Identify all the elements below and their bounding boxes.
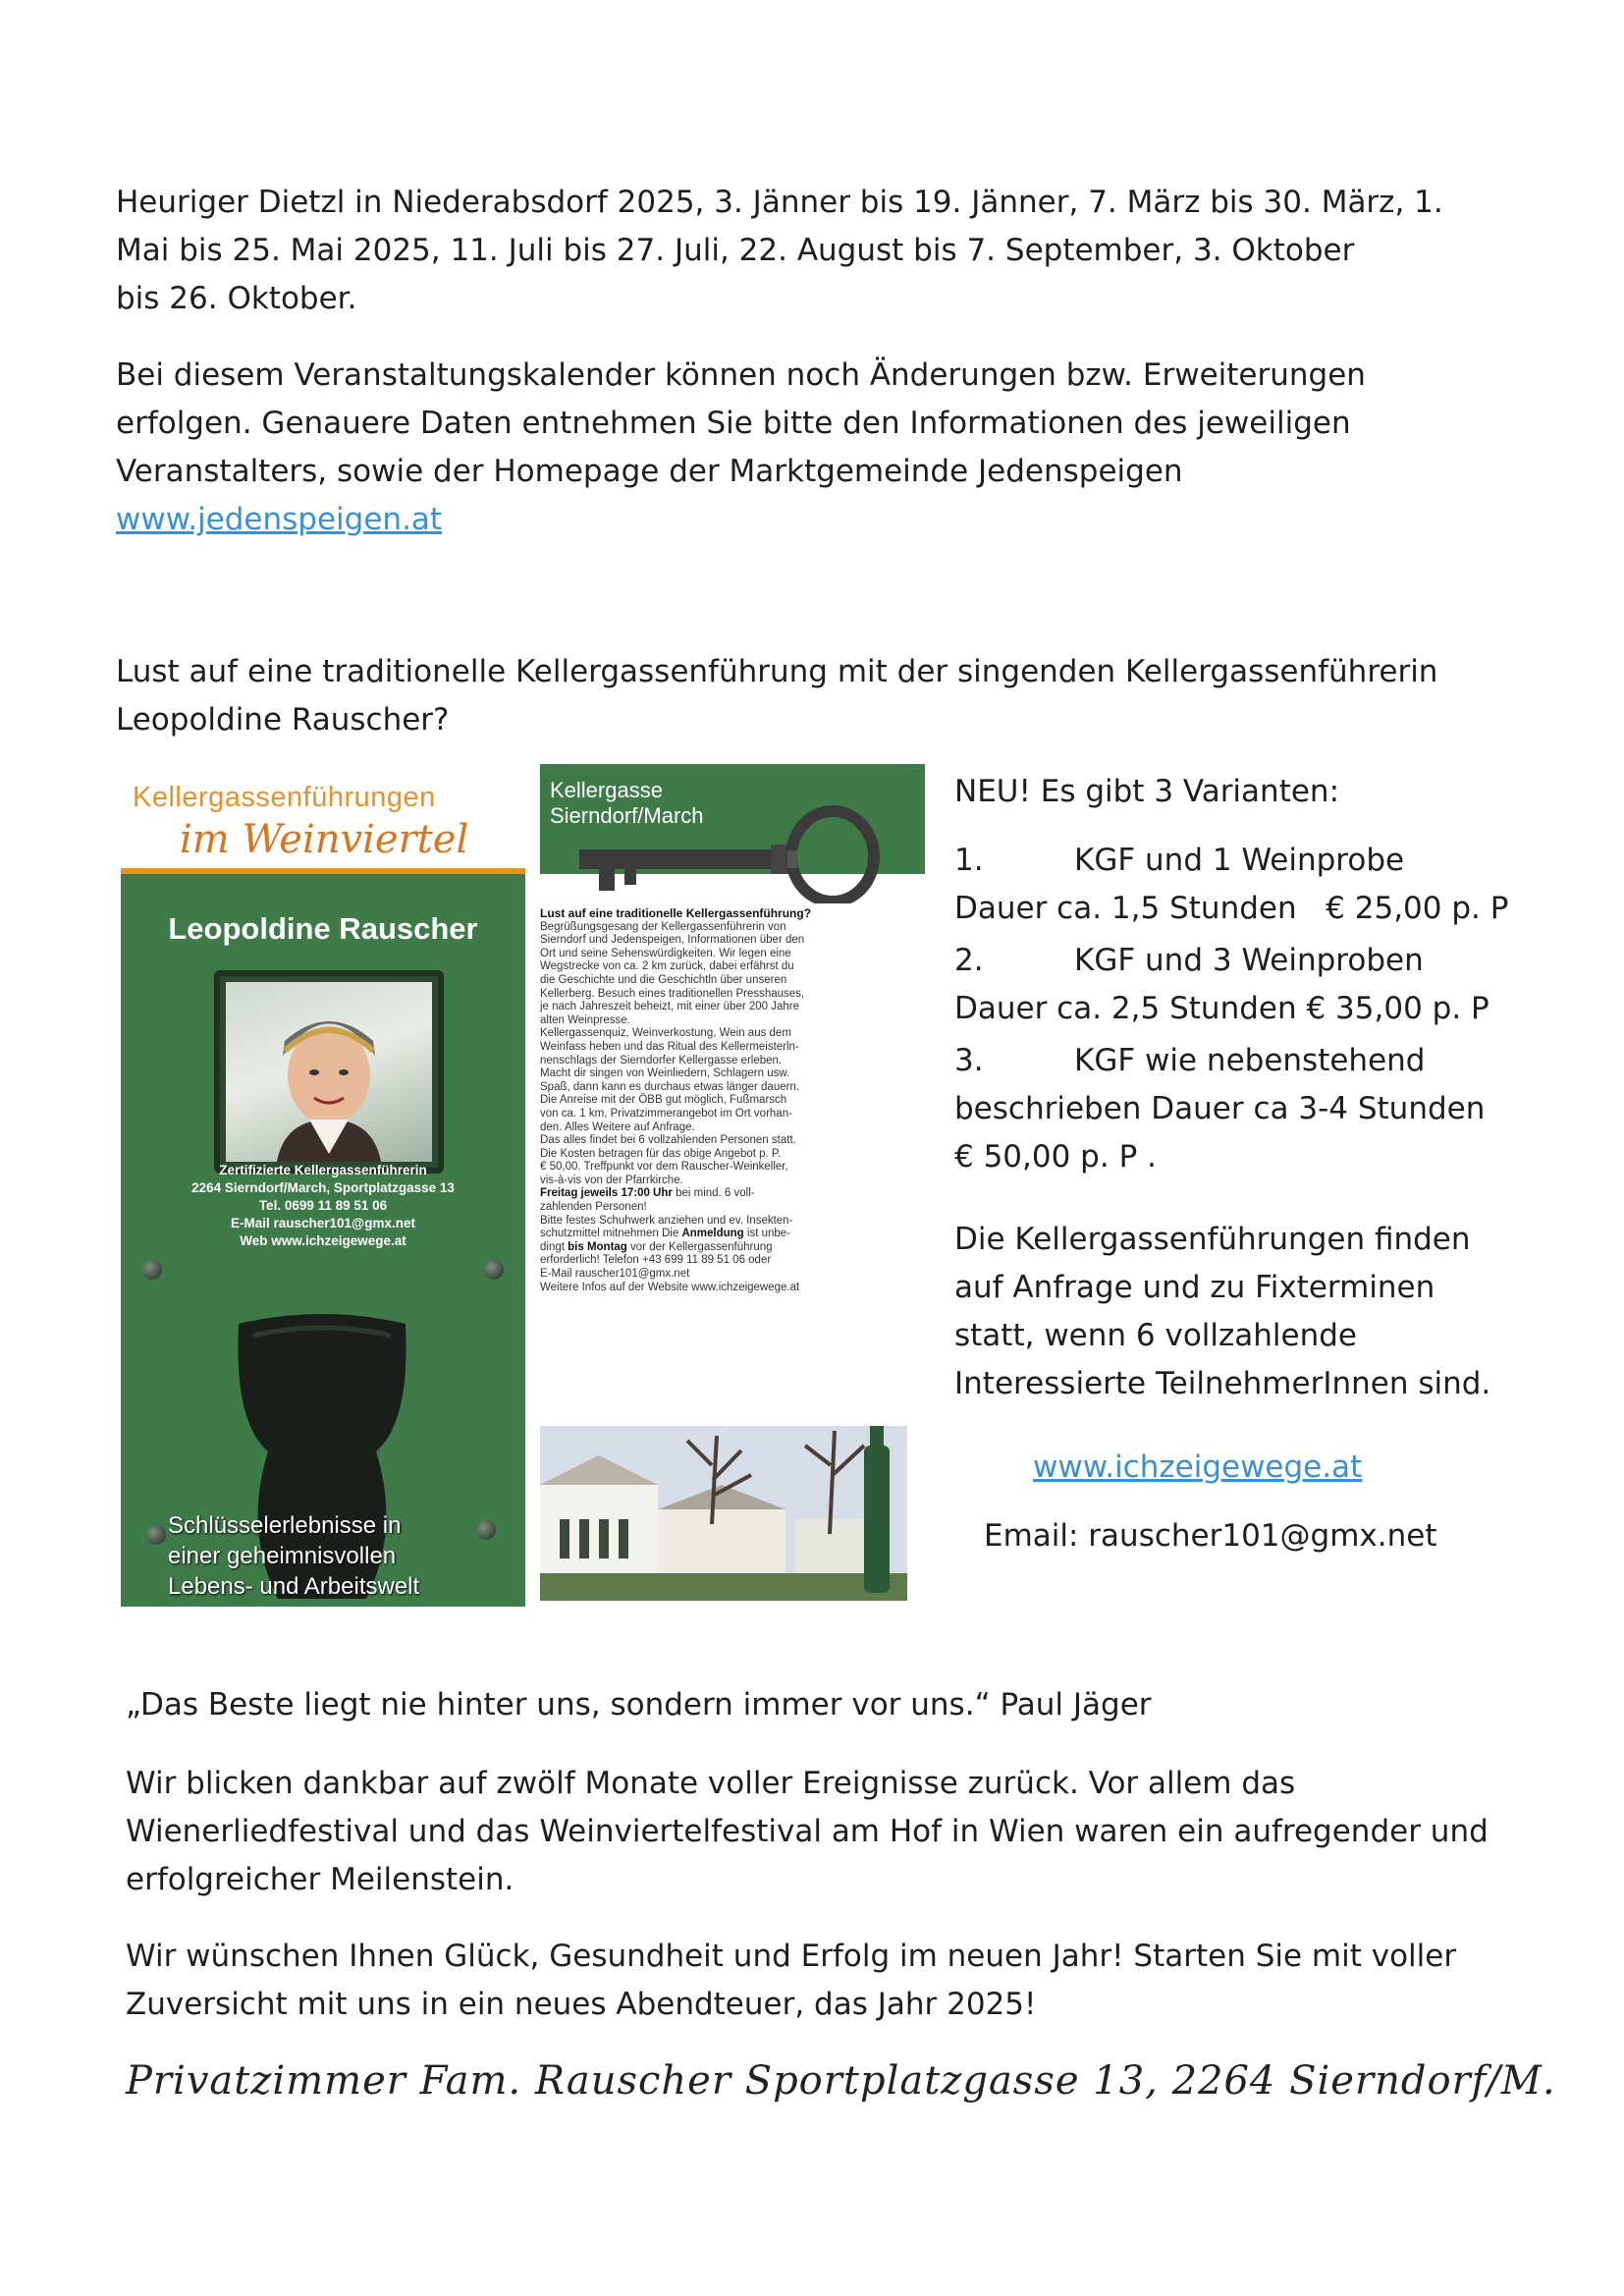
desc-line: Das alles findet bei 6 vollzahlenden Personen statt. [540,1134,796,1147]
flyer-header [121,764,525,870]
desc-line: Bitte festes Schuhwerk anziehen und ev. Insekten- [540,1214,793,1227]
rivet-icon [142,1260,162,1280]
flyer-divider [121,868,525,874]
montag-label: bis Montag [568,1240,627,1253]
closing-paragraph-2 [126,1933,1549,2029]
friday-time: Freitag jeweils 17:00 Uhr [540,1187,673,1200]
paragraph-line: Wir blicken dankbar auf zwölf Monate voller Ereignisse zurück. Vor allem das [126,1766,1296,1801]
variant-label: KGF und 3 Weinproben [1074,943,1424,978]
flyer-left-panel [121,764,525,1607]
contact-line: Tel. 0699 11 89 51 06 [258,1198,388,1213]
variant-detail: Dauer ca. 1,5 Stunden € 25,00 p. P [954,891,1509,926]
calendar-changes-note [116,352,1520,544]
guide-contact [121,1162,525,1250]
desc-line: alten Weinpresse. [540,1013,630,1026]
slogan-line: Lebens- und Arbeitswelt [168,1573,420,1600]
jedenspeigen-link[interactable]: www.jedenspeigen.at [116,502,443,537]
desc-line: E-Mail rauscher101@gmx.net [540,1268,690,1281]
desc-line [540,1241,925,1255]
info-line: Die Kellergassenführungen finden [954,1222,1471,1257]
info-line: Interessierte TeilnehmerInnen sind. [954,1366,1491,1401]
info-line: auf Anfrage und zu Fixterminen [954,1270,1435,1305]
dates-line: Heuriger Dietzl in Niederabsdorf 2025, 3. Jänner bis 19. Jänner, 7. März bis 30. März, 1. [116,185,1443,220]
variant-2 [954,937,1602,1033]
variant-number: 3. [954,1043,984,1078]
tour-intro-line: Lust auf eine traditionelle Kellergassenführung mit der singenden Kellergassenführerin [116,654,1438,689]
variant-label: KGF wie nebenstehend [1074,1043,1426,1078]
paragraph-line: erfolgreicher Meilenstein. [126,1862,514,1897]
rivet-icon [484,1260,504,1280]
variant-3 [954,1037,1602,1181]
flyer-slogan [168,1510,419,1602]
desc-line: Kellergassenquiz, Weinverkostung, Wein aus dem [540,1027,791,1040]
desc-line: nenschlags der Sierndorfer Kellergasse erleben. [540,1054,783,1066]
dates-line: bis 26. Oktober. [116,281,357,316]
desc-line: Die Kosten betragen für das obige Angebot p. P. [540,1147,782,1160]
anmeldung-label: Anmeldung [681,1228,744,1240]
variant-detail: Dauer ca. 2,5 Stunden € 35,00 p. P [954,991,1489,1026]
slogan-line: Schlüsselerlebnisse in [168,1512,402,1539]
website-line [1033,1444,1362,1492]
desc-line: Wegstrecke von ca. 2 km zurück, dabei erfährst du [540,960,794,973]
changes-line: Bei diesem Veranstaltungskalender können noch Änderungen bzw. Erweiterungen [116,357,1366,393]
address-signature: Privatzimmer Fam. Rauscher Sportplatzgasse 13, 2264 Sierndorf/M. [126,2058,1556,2104]
variant-price: € 50,00 p. P . [954,1139,1157,1175]
paragraph-line: Zuversicht mit uns in ein neues Abendteuer, das Jahr 2025! [126,1987,1037,2022]
key-icon [579,795,923,903]
banner-line: Kellergasse [550,778,663,802]
desc-text: ist unbe- [743,1228,791,1240]
ichzeigewege-link[interactable]: www.ichzeigewege.at [1033,1449,1363,1485]
quote: „Das Beste liegt nie hinter uns, sondern immer vor uns.“ Paul Jäger [126,1687,1152,1722]
desc-line: erforderlich! Telefon +43 699 11 89 51 06 oder [540,1254,772,1267]
guide-name: Leopoldine Rauscher [168,911,478,946]
desc-text: schutzmittel mitnehmen [540,1228,659,1240]
desc-line: Weinfass heben und das Ritual des Kellermeisterln- [540,1040,799,1053]
desc-line: von ca. 1 km, Privatzimmerangebot im Ort vorhan- [540,1107,792,1120]
desc-line: € 50,00. Treffpunkt vor dem Rauscher-Weinkeller, [540,1161,788,1174]
desc-line: Macht dir singen von Weinliedern, Schlagern usw. [540,1067,790,1080]
desc-line [540,1228,925,1241]
contact-line: E-Mail rauscher101@gmx.net [231,1216,415,1230]
desc-line: Spaß, dann kann es durchaus etwas länger dauern. [540,1080,800,1093]
closing-paragraph-1 [126,1760,1549,1904]
desc-line: Weitere Infos auf der Website www.ichzeigewege.at [540,1281,800,1293]
desc-line: vis-à-vis von der Pfarrkirche. [540,1174,683,1186]
desc-line: Begrüßungsgesang der Kellergassenführerin von [540,920,786,933]
paragraph-line: Wir wünschen Ihnen Glück, Gesundheit und Erfolg im neuen Jahr! Starten Sie mit voller [126,1939,1457,1974]
slogan-line: einer geheimnisvollen [168,1543,397,1569]
variant-label: KGF und 1 Weinprobe [1074,843,1405,878]
desc-text: Die [662,1228,682,1240]
friday-rest: bei mind. 6 voll- [672,1187,755,1200]
paragraph-line: Wienerliedfestival und das Weinviertelfestival am Hof in Wien waren ein aufregender und [126,1814,1489,1849]
info-line: statt, wenn 6 vollzahlende [954,1318,1358,1353]
variants-section [954,768,1583,816]
desc-text: vor der Kellergassenführung [626,1240,773,1253]
rivet-icon [476,1520,496,1540]
variant-number: 1. [954,843,984,878]
flyer-right-panel [540,764,925,1601]
desc-line: zahlenden Personen! [540,1201,647,1214]
desc-text: dingt [540,1240,568,1253]
variant-number: 2. [954,943,984,978]
heuriger-dates [116,179,1520,323]
kellergasse-photo [540,1426,907,1601]
variant-detail: beschrieben Dauer ca 3-4 Stunden [954,1091,1486,1126]
desc-line: Ort und seine Sehenswürdigkeiten. Wir legen eine [540,947,791,959]
rivet-icon [146,1525,166,1545]
desc-line: je nach Jahreszeit beheizt, mit einer über 200 Jahre [540,1001,800,1013]
desc-line: die Geschichte und die Geschichtln über unseren [540,973,787,986]
email-line: Email: rauscher101@gmx.net [984,1518,1437,1554]
variants-heading: NEU! Es gibt 3 Varianten: [954,774,1340,809]
contact-line: Web www.ichzeigewege.at [240,1233,406,1248]
desc-line: den. Alles Weitere auf Anfrage. [540,1121,695,1133]
contact-line: Zertifizierte Kellergassenführerin [219,1163,427,1177]
banner-line: Sierndorf/March [550,803,704,828]
tour-intro-line: Leopoldine Rauscher? [116,702,450,738]
changes-line: Veranstalters, sowie der Homepage der Marktgemeinde Jedenspeigen [116,454,1183,489]
desc-line [540,1187,925,1201]
guide-photo [214,970,444,1174]
tour-info [954,1216,1602,1408]
flyer-script-title: im Weinviertel [180,817,469,862]
variant-1 [954,837,1602,933]
desc-line: Die Anreise mit der ÖBB gut möglich, Fußmarsch [540,1094,787,1107]
desc-line: Kellerberg. Besuch eines traditionellen Presshauses, [540,987,805,1000]
flyer-title: Kellergassenführungen [133,782,436,813]
dates-line: Mai bis 25. Mai 2025, 11. Juli bis 27. Juli, 22. August bis 7. September, 3. Oktober [116,233,1355,268]
tour-intro [116,648,1520,744]
flyer-question: Lust auf eine traditionelle Kellergassenführung? [540,906,812,920]
changes-line: erfolgen. Genauere Daten entnehmen Sie bitte den Informationen des jeweiligen [116,406,1351,441]
desc-line: Sierndorf und Jedenspeigen, Informationen über den [540,934,805,947]
contact-line: 2264 Sierndorf/March, Sportplatzgasse 13 [191,1180,455,1195]
flyer-description [540,907,925,1294]
